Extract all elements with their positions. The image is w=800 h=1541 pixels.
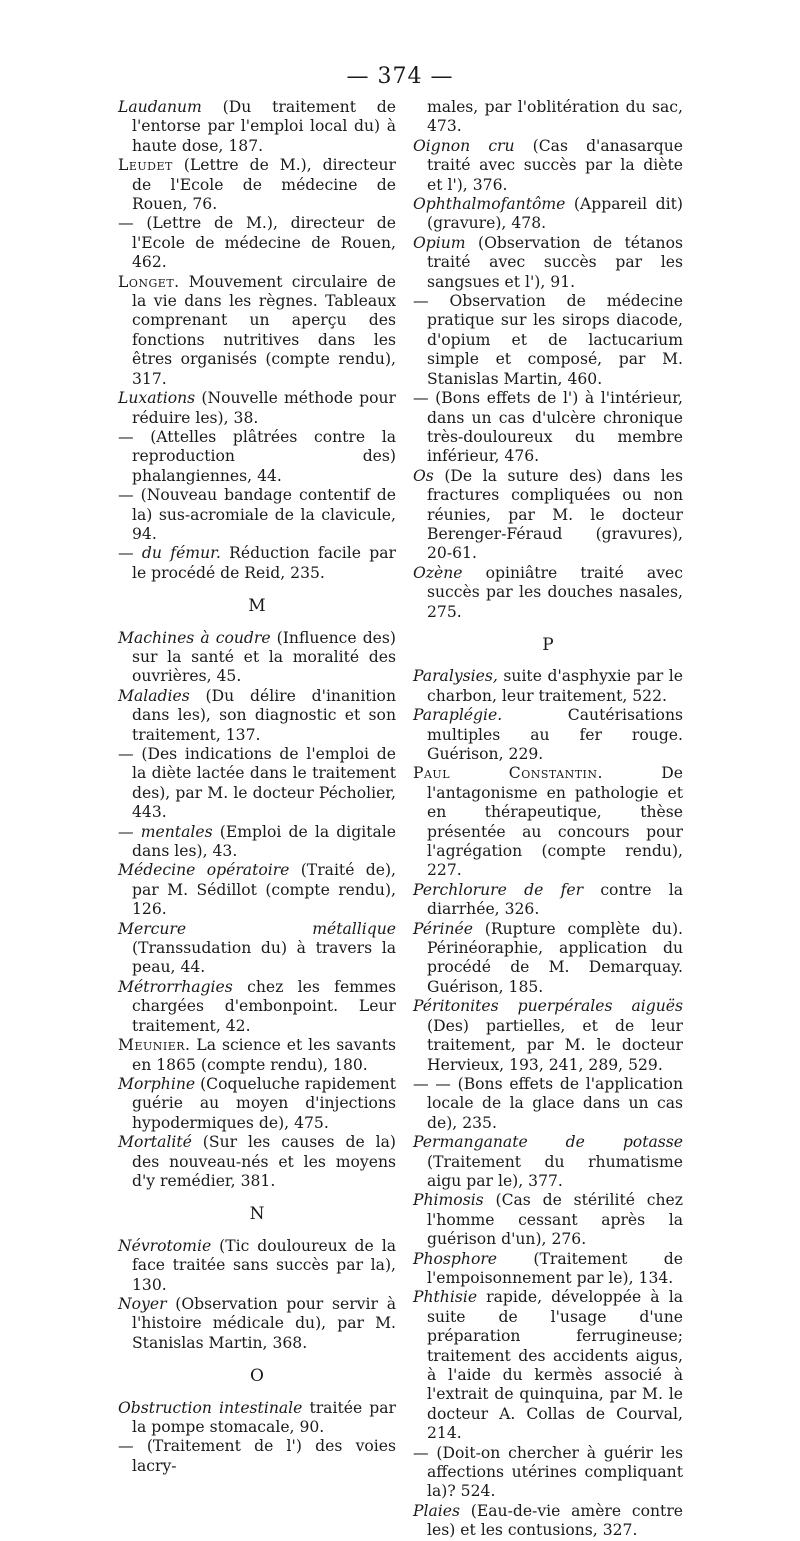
section-letter-m: M — [248, 596, 266, 617]
entry-headword: Paul Constantin. — [413, 764, 603, 783]
entry-text: (Traitement du rhumatisme aigu par le), 377. — [427, 1152, 683, 1190]
index-entry — [413, 1133, 683, 1191]
entry-headword: Mercure métallique — [118, 919, 396, 938]
entry-text: (Bons effets de l'application locale de la glace dans un cas de), 235. — [427, 1074, 683, 1132]
entry-headword: — — [118, 214, 134, 233]
index-entry — [118, 98, 396, 156]
entry-text: (Des indications de l'emploi de la diète lactée dans le traitement des), par M. le docteur Pécholier, 443. — [132, 745, 396, 822]
entry-headword: — du fémur. — [118, 544, 221, 563]
index-entry — [118, 1036, 396, 1075]
entry-text: (Bons effets de l') à l'intérieur, dans un cas d'ulcère chronique très-douloureux du membre inférieur, 476. — [427, 389, 683, 466]
entry-headword: Médecine opératoire — [118, 861, 290, 880]
entry-text: chez les femmes chargées d'embonpoint. Leur traitement, 42. — [132, 977, 396, 1035]
index-entry — [118, 428, 396, 486]
entry-text: traitée par la pompe stomacale, 90. — [132, 1398, 396, 1436]
index-entry — [413, 1288, 683, 1443]
entry-headword: — — [413, 292, 429, 311]
index-entry — [118, 156, 396, 214]
entry-headword: Ozène — [413, 563, 463, 582]
entry-text: De l'antagonisme en pathologie et en thérapeutique, thèse présentée au concours pour l'agrégation (compte rendu), 227. — [427, 764, 683, 880]
entry-headword: Phthisie — [413, 1288, 478, 1307]
entry-headword: Paralysies, — [413, 667, 498, 686]
entry-headword: Maladies — [118, 686, 190, 705]
index-entry — [118, 687, 396, 745]
entry-headword: Permanganate de potasse — [413, 1133, 683, 1152]
index-entry — [118, 861, 396, 919]
index-entry — [413, 234, 683, 292]
index-entry — [413, 1250, 683, 1289]
entry-text: (Traitement de l'empoisonnement par le), 134. — [427, 1249, 683, 1287]
entry-headword: Meunier. — [118, 1036, 191, 1055]
index-entry — [413, 920, 683, 998]
index-entry — [413, 389, 683, 467]
index-entry — [413, 1444, 683, 1502]
entry-text: (Lettre de M.), directeur de l'Ecole de médecine de Rouen, 462. — [132, 214, 396, 272]
entry-headword: Périnée — [413, 919, 473, 938]
entry-headword: Morphine — [118, 1074, 196, 1093]
section-letter-o: O — [250, 1366, 264, 1387]
entry-headword: — — [413, 1443, 429, 1462]
index-entry — [118, 1399, 396, 1438]
entry-text: (Traité de), par M. Sédillot (compte rendu), 126. — [132, 861, 396, 919]
index-entry — [413, 997, 683, 1075]
entries-list — [413, 137, 683, 622]
entry-continuation: males, par l'oblitération du sac, 473. — [427, 98, 683, 136]
entry-text: Observation de médecine pratique sur les sirops diacode, d'opium et de lactucarium simple et composé, par M. Stanislas Martin, 460. — [427, 292, 683, 388]
index-entry — [413, 881, 683, 920]
entry-text: (Nouveau bandage contentif de la) sus-acromiale de la clavicule, 94. — [132, 486, 396, 543]
index-entry — [118, 920, 396, 978]
entry-headword: Obstruction intestinale — [118, 1398, 303, 1417]
index-entry — [413, 1075, 683, 1133]
entries-list — [118, 98, 396, 583]
index-entry — [118, 486, 396, 544]
index-entry — [413, 1191, 683, 1249]
entry-headword: — — [118, 486, 134, 505]
index-entry — [118, 544, 396, 583]
index-entry — [413, 1502, 683, 1541]
index-entry — [118, 1437, 396, 1476]
entries-list — [118, 1399, 396, 1477]
index-entry — [118, 978, 396, 1036]
entry-headword: Opium — [413, 233, 466, 252]
entry-headword: Phimosis — [413, 1191, 484, 1210]
entry-headword: Luxations — [118, 389, 196, 408]
index-entry — [413, 764, 683, 880]
index-entry — [413, 467, 683, 564]
entry-text: Réduction facile par le procédé de Reid, 235. — [132, 544, 396, 582]
index-entry — [118, 629, 396, 687]
entry-text: (Traitement de l') des voies lacry- — [132, 1437, 396, 1475]
entry-headword: Métrorrhagies — [118, 977, 233, 996]
entry-headword: Longet. — [118, 272, 180, 291]
entries-list — [413, 667, 683, 1540]
entry-text: (Lettre de M.), directeur de l'Ecole de médecine de Rouen, 76. — [132, 156, 396, 214]
entry-headword: — — [118, 427, 134, 446]
entry-headword: Mortalité — [118, 1133, 192, 1152]
index-entry — [118, 214, 396, 272]
entries-list — [118, 629, 396, 1192]
index-entry — [118, 1133, 396, 1191]
entry-text: (Attelles plâtrées contre la reproduction des) phalangiennes, 44. — [132, 427, 396, 485]
entry-headword: Noyer — [118, 1294, 167, 1313]
entry-text: (Tic douloureux de la face traitée sans succès par la), 130. — [132, 1236, 396, 1294]
entry-text: (Coqueluche rapidement guérie au moyen d'injections hypodermiques de), 475. — [132, 1074, 396, 1132]
entry-headword: Os — [413, 466, 434, 485]
index-entry — [413, 564, 683, 622]
entry-headword: Paraplégie. — [413, 706, 503, 725]
entry-headword: — mentales — [118, 822, 213, 841]
index-entry — [118, 1237, 396, 1295]
entry-headword: — — [118, 745, 134, 763]
index-entry — [118, 1295, 396, 1353]
index-entry — [413, 706, 683, 764]
entry-headword: Machines à coudre — [118, 628, 271, 647]
entry-text: (Sur les causes de la) des nouveau-nés et les moyens d'y remédier, 381. — [132, 1133, 396, 1190]
entry-headword: — — [118, 1437, 134, 1456]
page-number: — 374 — — [346, 64, 454, 89]
entry-text: suite d'asphyxie par le charbon, leur traitement, 522. — [427, 667, 683, 705]
entry-text: Mouvement circulaire de la vie dans les règnes. Tableaux comprenant un aperçu des fonctions nutritives dans les êtres organisés (compte rendu), 317. — [132, 272, 396, 388]
entry-text: contre la diarrhée, 326. — [427, 880, 684, 919]
entry-headword: Névrotomie — [118, 1236, 212, 1255]
index-entry — [118, 273, 396, 389]
index-entry — [413, 667, 683, 706]
entry-text: (Transsudation du) à travers la peau, 44. — [132, 939, 396, 977]
entry-text: (Doit-on chercher à guérir les affections utérines compliquant la)? 524. — [427, 1443, 683, 1501]
index-entry — [413, 292, 683, 389]
entry-text: rapide, développée à la suite de l'usage d'une préparation ferrugineuse; traitement des accidents aigus, à l'aide du kermès associé à l'extrait de quinquina, par M. le docteur A. Collas de Courval, 214. — [427, 1288, 683, 1443]
entry-text: (Cas de stérilité chez l'homme cessant après la guérison d'un), 276. — [427, 1191, 683, 1249]
entry-headword: Plaies — [413, 1501, 460, 1520]
entry-text: (Appareil dit) (gravure), 478. — [427, 195, 683, 233]
entry-text: (De la suture des) dans les fractures compliquées ou non réunies, par M. le docteur Berenger-Féraud (gravures), 20-61. — [427, 466, 683, 563]
entry-headword: Leudet — [118, 156, 173, 175]
index-entry — [413, 137, 683, 195]
entry-text: opiniâtre traité avec succès par les douches nasales, 275. — [427, 563, 683, 621]
index-entry — [413, 195, 683, 234]
section-letter-p: P — [542, 634, 554, 655]
entry-text: (Emploi de la digitale dans les), 43. — [132, 822, 397, 861]
entry-text: (Influence des) sur la santé et la moralité des ouvrières, 45. — [132, 628, 396, 686]
entry-headword: Laudanum — [118, 98, 202, 116]
entries-list — [118, 1237, 396, 1353]
index-entry — [118, 745, 396, 823]
index-entry — [118, 823, 396, 862]
entry-text: Cautérisations multiples au fer rouge. Guérison, 229. — [427, 706, 683, 763]
entry-headword: Péritonites puerpérales aiguës — [413, 997, 683, 1016]
entry-text: (Rupture complète du). Périnéoraphie, application du procédé de M. Demarquay. Guérison, 185. — [427, 919, 683, 996]
right-column — [413, 98, 683, 1541]
entry-text: (Observation de tétanos traité avec succès par les sangsues et l'), 91. — [427, 233, 683, 291]
entry-text: (Des) partielles, et de leur traitement, par M. le docteur Hervieux, 193, 241, 289, 529. — [427, 1016, 683, 1074]
index-entry — [118, 389, 396, 428]
entry-headword: Ophthalmofantôme — [413, 195, 566, 214]
entry-headword: Oignon cru — [413, 136, 515, 155]
entry-text: (Eau-de-vie amère contre les) et les contusions, 327. — [427, 1501, 683, 1540]
entry-text: (Observation pour servir à l'histoire médicale du), par M. Stanislas Martin, 368. — [132, 1294, 396, 1352]
left-column — [118, 98, 396, 1476]
entry-text: (Du traitement de l'entorse par l'emploi local du) à haute dose, 187. — [132, 98, 396, 155]
entry-text: La science et les savants en 1865 (compte rendu), 180. — [132, 1036, 396, 1074]
entry-headword: — — — [413, 1074, 451, 1093]
entry-headword: Perchlorure de fer — [413, 880, 584, 899]
section-letter-n: N — [249, 1204, 265, 1225]
index-entry — [118, 1075, 396, 1133]
entry-text: (Nouvelle méthode pour réduire les), 38. — [132, 389, 396, 427]
entry-text: (Cas d'anasarque traité avec succès par la diète et l'), 376. — [427, 136, 683, 194]
entry-headword: — — [413, 389, 429, 408]
entry-headword: Phosphore — [413, 1249, 498, 1268]
entry-text: (Du délire d'inanition dans les), son diagnostic et son traitement, 137. — [132, 686, 396, 744]
